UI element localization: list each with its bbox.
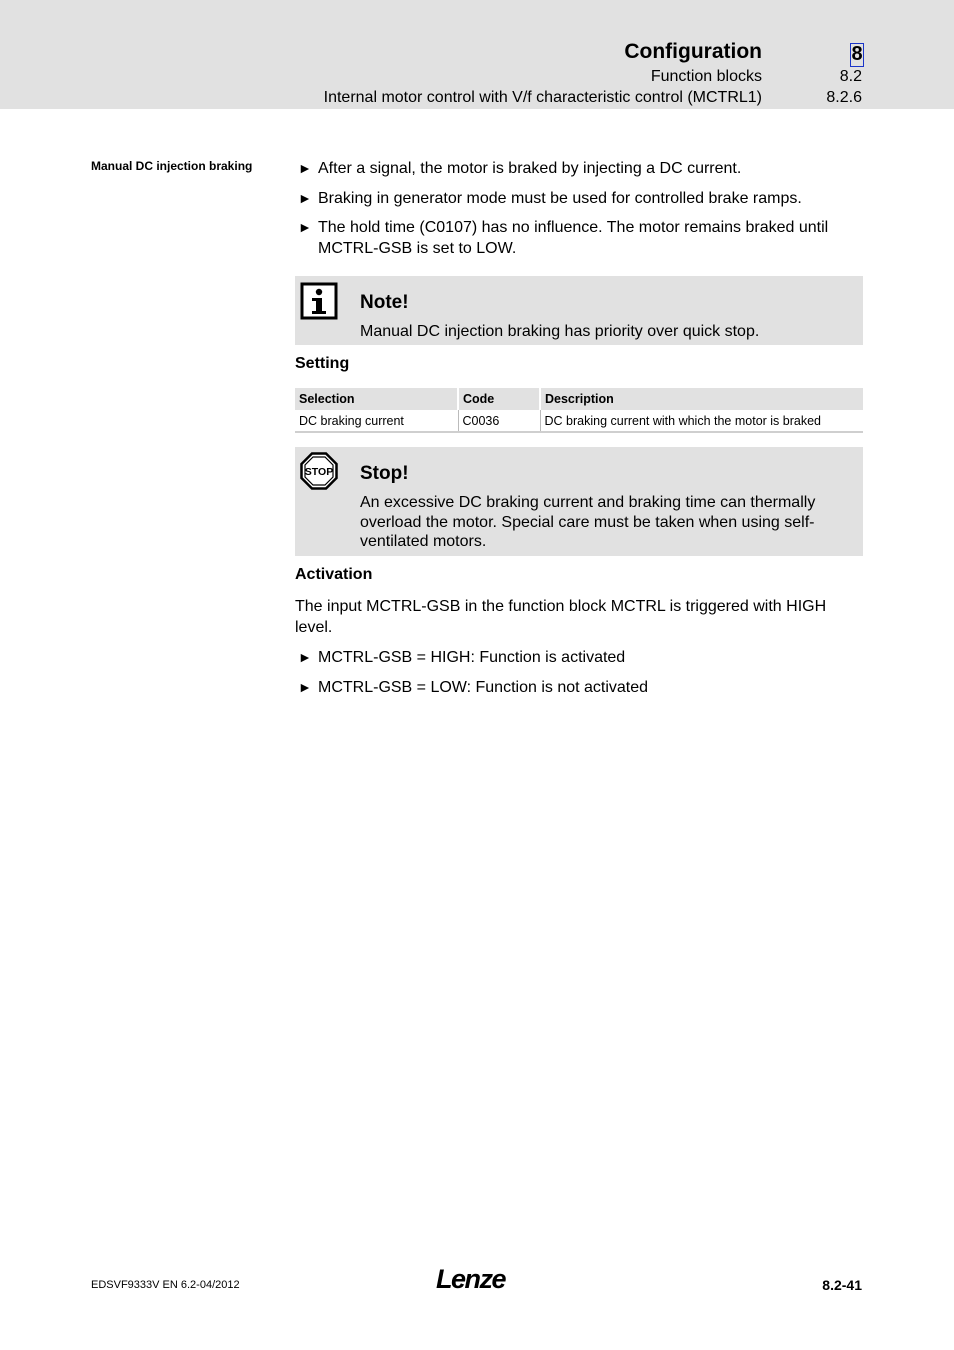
- list-item: ► MCTRL-GSB = HIGH: Function is activated: [298, 649, 626, 666]
- note-text: Manual DC injection braking has priority over quick stop.: [360, 323, 760, 340]
- section-title: Function blocks: [650, 68, 762, 85]
- list-item: ► MCTRL-GSB = LOW: Function is not activated: [298, 679, 649, 696]
- table-header-row: [295, 388, 863, 410]
- settings-table: [295, 388, 863, 433]
- stop-text: An excessive DC braking current and braking time can thermally overload the motor. Special care must be taken when using self-ventilated motors.: [360, 494, 816, 550]
- stop-icon: [300, 452, 338, 490]
- section-number: 8.2: [839, 68, 862, 85]
- column-header-selection: Selection: [295, 388, 458, 410]
- lenze-logo: Lenze: [436, 1264, 506, 1294]
- bullet-arrow-icon: ►: [298, 679, 312, 695]
- note-title: Note!: [360, 292, 409, 313]
- activation-heading: Activation: [295, 566, 373, 583]
- cell-code: C0036: [458, 410, 540, 432]
- note-box: [295, 276, 863, 345]
- cell-selection: DC braking current: [295, 410, 458, 432]
- list-item: ► Braking in generator mode must be used for controlled brake ramps.: [298, 190, 802, 207]
- list-item: ► The hold time (C0107) has no influence. The motor remains braked until MCTRL-GSB is set to LOW.: [298, 219, 829, 257]
- subsection-number: 8.2.6: [826, 89, 862, 106]
- info-icon: [300, 282, 338, 320]
- bullet-arrow-icon: ►: [298, 160, 312, 176]
- table-row: [295, 410, 863, 432]
- margin-heading: Manual DC injection braking: [91, 159, 253, 173]
- chapter-title: Configuration: [624, 40, 762, 63]
- column-header-code: Code: [458, 388, 540, 410]
- bullet-arrow-icon: ►: [298, 649, 312, 665]
- cell-description: DC braking current with which the motor is braked: [540, 410, 863, 432]
- stop-title: Stop!: [360, 463, 409, 484]
- page-number: 8.2-41: [822, 1277, 862, 1293]
- subsection-title: Internal motor control with V/f characteristic control (MCTRL1): [323, 89, 762, 106]
- activation-text: The input MCTRL-GSB in the function block MCTRL is triggered with HIGH level.: [295, 598, 827, 636]
- bullet-arrow-icon: ►: [298, 219, 312, 235]
- stop-icon-label: STOP: [304, 466, 334, 478]
- chapter-number[interactable]: 8: [851, 43, 863, 65]
- column-header-description: Description: [540, 388, 863, 410]
- footer-doc-id: EDSVF9333V EN 6.2-04/2012: [91, 1279, 240, 1291]
- list-item: ► After a signal, the motor is braked by injecting a DC current.: [298, 160, 742, 177]
- bullet-arrow-icon: ►: [298, 190, 312, 206]
- setting-heading: Setting: [295, 355, 350, 372]
- stop-box: [295, 447, 863, 556]
